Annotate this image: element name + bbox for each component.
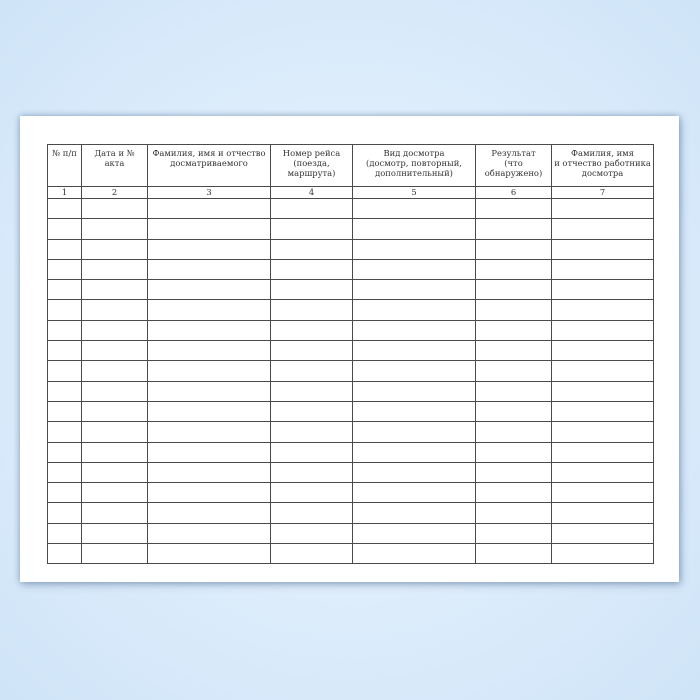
- blank-entry-cell: [353, 341, 476, 361]
- blank-entry-cell: [82, 280, 148, 300]
- column-header-result: Результат (что обнаружено): [476, 145, 552, 187]
- blank-entry-cell: [271, 219, 353, 239]
- column-header-date-act: Дата и № акта: [82, 145, 148, 187]
- column-header-full-name: Фамилия, имя и отчество досматриваемого: [148, 145, 271, 187]
- blank-entry-cell: [271, 361, 353, 381]
- blank-entry-cell: [552, 381, 654, 401]
- blank-entry-cell: [271, 523, 353, 543]
- blank-entry-cell: [552, 199, 654, 219]
- blank-entry-cell: [353, 361, 476, 381]
- column-header-inspector-name: Фамилия, имя и отчество работника досмотра: [552, 145, 654, 187]
- blank-entry-cell: [476, 523, 552, 543]
- blank-entry-cell: [48, 483, 82, 503]
- blank-entry-cell: [353, 422, 476, 442]
- blank-entry-cell: [552, 361, 654, 381]
- column-number: 7: [552, 187, 654, 199]
- blank-entry-row: [48, 320, 654, 340]
- blank-entry-row: [48, 381, 654, 401]
- blank-entry-cell: [148, 442, 271, 462]
- blank-entry-cell: [148, 300, 271, 320]
- blank-entry-cell: [82, 239, 148, 259]
- blank-entry-cell: [552, 300, 654, 320]
- column-header-trip-number: Номер рейса (поезда, маршрута): [271, 145, 353, 187]
- blank-entry-cell: [353, 320, 476, 340]
- blank-entry-cell: [476, 259, 552, 279]
- blank-entry-row: [48, 239, 654, 259]
- blank-entry-cell: [48, 381, 82, 401]
- blank-entry-cell: [476, 199, 552, 219]
- blank-entry-row: [48, 341, 654, 361]
- blank-entry-cell: [48, 523, 82, 543]
- blank-entry-cell: [552, 259, 654, 279]
- blank-entry-cell: [552, 280, 654, 300]
- blank-entry-cell: [476, 300, 552, 320]
- blank-entry-cell: [82, 259, 148, 279]
- blank-entry-cell: [148, 219, 271, 239]
- blank-entry-cell: [476, 219, 552, 239]
- blank-entry-cell: [48, 401, 82, 421]
- blank-entry-cell: [148, 239, 271, 259]
- blank-entry-cell: [476, 483, 552, 503]
- blank-entry-cell: [148, 401, 271, 421]
- column-number: 6: [476, 187, 552, 199]
- blank-entry-row: [48, 422, 654, 442]
- blank-entry-cell: [552, 442, 654, 462]
- blank-entry-cell: [552, 503, 654, 523]
- blank-entry-row: [48, 199, 654, 219]
- blank-entry-cell: [271, 199, 353, 219]
- blank-entry-cell: [82, 320, 148, 340]
- blank-entry-cell: [148, 483, 271, 503]
- blank-entry-cell: [271, 259, 353, 279]
- blank-entry-cell: [148, 199, 271, 219]
- blank-entry-cell: [476, 361, 552, 381]
- blank-entry-cell: [353, 280, 476, 300]
- blank-entry-cell: [271, 320, 353, 340]
- blank-entry-cell: [271, 422, 353, 442]
- blank-entry-cell: [353, 442, 476, 462]
- blank-entry-cell: [353, 523, 476, 543]
- inspection-log-table: [47, 144, 654, 564]
- blank-entry-cell: [48, 462, 82, 482]
- blank-entry-cell: [476, 442, 552, 462]
- blank-entry-cell: [82, 219, 148, 239]
- column-number: 3: [148, 187, 271, 199]
- blank-entry-cell: [271, 401, 353, 421]
- blank-entry-cell: [48, 422, 82, 442]
- blank-entry-cell: [271, 381, 353, 401]
- blank-entry-cell: [476, 381, 552, 401]
- blank-entry-cell: [48, 300, 82, 320]
- blank-entry-cell: [148, 422, 271, 442]
- blank-entry-cell: [271, 483, 353, 503]
- blank-entry-cell: [82, 544, 148, 564]
- blank-entry-row: [48, 503, 654, 523]
- blank-entry-cell: [48, 199, 82, 219]
- blank-entry-cell: [82, 381, 148, 401]
- blank-entry-cell: [552, 239, 654, 259]
- blank-entry-cell: [476, 341, 552, 361]
- blank-entry-cell: [271, 462, 353, 482]
- blank-entry-cell: [82, 341, 148, 361]
- blank-entry-row: [48, 544, 654, 564]
- blank-entry-cell: [148, 523, 271, 543]
- blank-entry-cell: [48, 219, 82, 239]
- blank-entry-cell: [48, 503, 82, 523]
- blank-entry-row: [48, 361, 654, 381]
- blank-entry-cell: [48, 361, 82, 381]
- blank-entry-cell: [552, 544, 654, 564]
- column-number: 5: [353, 187, 476, 199]
- blank-entry-cell: [552, 320, 654, 340]
- blank-entry-cell: [476, 462, 552, 482]
- blank-entry-cell: [82, 422, 148, 442]
- blank-entry-row: [48, 259, 654, 279]
- blank-entry-cell: [82, 503, 148, 523]
- blank-entry-cell: [353, 300, 476, 320]
- blank-entry-cell: [82, 462, 148, 482]
- blank-entry-row: [48, 280, 654, 300]
- blank-entry-cell: [353, 381, 476, 401]
- blank-entry-cell: [271, 544, 353, 564]
- blank-entry-cell: [552, 523, 654, 543]
- blank-entry-row: [48, 442, 654, 462]
- blank-entry-cell: [353, 401, 476, 421]
- blank-entry-cell: [82, 300, 148, 320]
- blank-entry-cell: [476, 401, 552, 421]
- blank-entry-cell: [271, 300, 353, 320]
- blank-entry-cell: [552, 422, 654, 442]
- blank-entry-cell: [148, 259, 271, 279]
- blank-entry-cell: [148, 462, 271, 482]
- blank-entry-cell: [48, 341, 82, 361]
- column-number: 2: [82, 187, 148, 199]
- blank-entry-cell: [271, 442, 353, 462]
- blank-entry-cell: [148, 280, 271, 300]
- blank-entry-row: [48, 462, 654, 482]
- blank-entry-cell: [476, 503, 552, 523]
- blank-entry-cell: [353, 219, 476, 239]
- blank-entry-cell: [353, 503, 476, 523]
- blank-entry-cell: [552, 462, 654, 482]
- blank-entry-cell: [148, 341, 271, 361]
- blank-entry-row: [48, 219, 654, 239]
- blank-entry-cell: [148, 503, 271, 523]
- blank-entry-cell: [353, 199, 476, 219]
- blank-entry-cell: [148, 381, 271, 401]
- blank-entry-cell: [271, 503, 353, 523]
- blank-entry-cell: [82, 442, 148, 462]
- blank-entry-cell: [82, 361, 148, 381]
- blank-entry-cell: [552, 401, 654, 421]
- blank-entry-cell: [353, 483, 476, 503]
- blank-entry-cell: [476, 280, 552, 300]
- blank-entry-cell: [48, 442, 82, 462]
- blank-entry-cell: [48, 280, 82, 300]
- blank-entry-cell: [552, 341, 654, 361]
- header-row: [48, 145, 654, 187]
- blank-entry-cell: [82, 523, 148, 543]
- blank-entry-cell: [271, 341, 353, 361]
- blank-entry-cell: [148, 544, 271, 564]
- blank-entry-row: [48, 300, 654, 320]
- blank-entry-cell: [148, 320, 271, 340]
- column-number-row: [48, 187, 654, 199]
- blank-entry-cell: [82, 483, 148, 503]
- blank-entry-row: [48, 401, 654, 421]
- blank-entry-cell: [48, 320, 82, 340]
- blank-entry-cell: [271, 239, 353, 259]
- blank-entry-cell: [271, 280, 353, 300]
- blank-entry-row: [48, 523, 654, 543]
- blank-entry-cell: [353, 259, 476, 279]
- column-number: 4: [271, 187, 353, 199]
- blank-entry-cell: [48, 544, 82, 564]
- column-header-inspection-type: Вид досмотра (досмотр, повторный, дополнительный): [353, 145, 476, 187]
- blank-entry-cell: [82, 401, 148, 421]
- blank-entry-cell: [48, 259, 82, 279]
- column-number: 1: [48, 187, 82, 199]
- blank-entry-cell: [353, 544, 476, 564]
- blank-entry-cell: [353, 462, 476, 482]
- blank-entry-cell: [552, 219, 654, 239]
- journal-page: [20, 116, 679, 582]
- blank-entry-cell: [476, 239, 552, 259]
- blank-entry-row: [48, 483, 654, 503]
- blank-entry-cell: [353, 239, 476, 259]
- blank-entry-cell: [148, 361, 271, 381]
- blank-entry-cell: [476, 422, 552, 442]
- blank-entry-cell: [82, 199, 148, 219]
- blank-entry-cell: [476, 544, 552, 564]
- column-header-index: № п/п: [48, 145, 82, 187]
- blank-entry-cell: [476, 320, 552, 340]
- blank-entry-cell: [48, 239, 82, 259]
- blank-entry-cell: [552, 483, 654, 503]
